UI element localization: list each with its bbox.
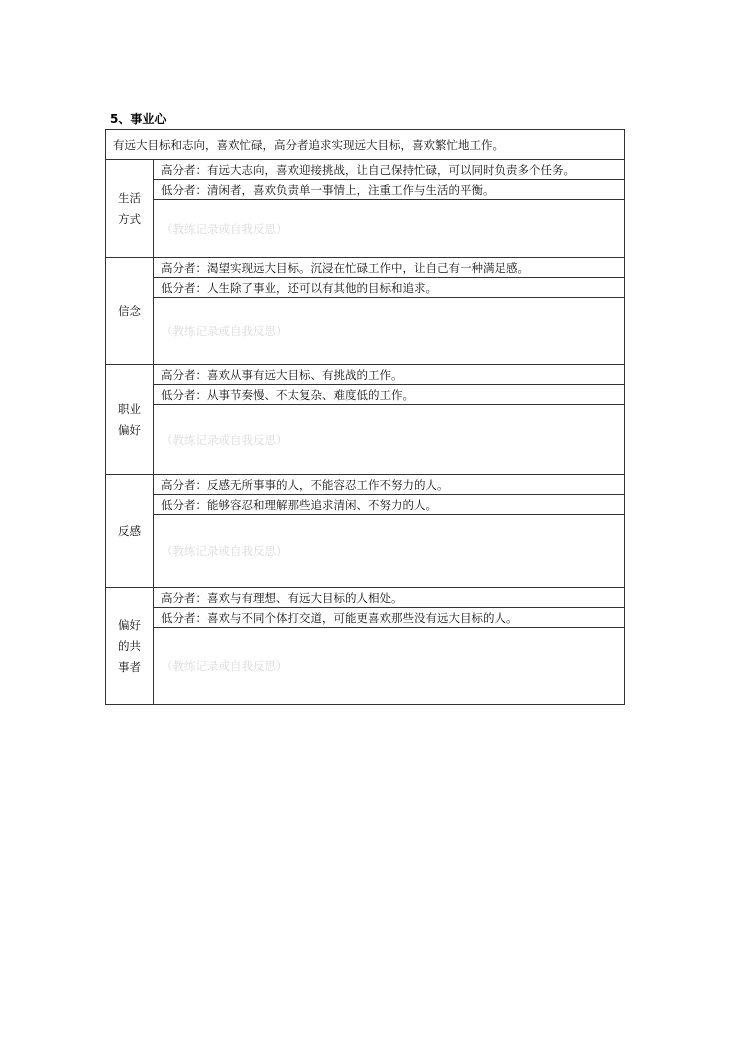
- category-cell: [106, 258, 154, 365]
- high-scorer-text: 高分者：反感无所事事的人，不能容忍工作不努力的人。: [154, 475, 625, 495]
- low-scorer-text: 低分者：从事节奏慢、不太复杂、难度低的工作。: [154, 385, 625, 405]
- category-cell: [106, 365, 154, 475]
- table-row: [106, 495, 625, 515]
- table-row: [106, 385, 625, 405]
- category-label: 生活: [118, 190, 141, 205]
- low-scorer-text: 低分者：能够容忍和理解那些追求清闲、不努力的人。: [154, 495, 625, 515]
- category-label: 信念: [118, 303, 141, 318]
- table-row: [106, 405, 625, 475]
- summary-row: [106, 130, 625, 160]
- notes-field[interactable]: （教练记录或自我反思）: [154, 200, 625, 258]
- high-scorer-text: 高分者：喜欢与有理想、有远大目标的人相处。: [154, 588, 625, 608]
- category-label: 反感: [118, 523, 141, 538]
- category-label: 偏好: [118, 422, 141, 437]
- table-row: [106, 515, 625, 588]
- notes-field[interactable]: （教练记录或自我反思）: [154, 515, 625, 588]
- table-row: [106, 628, 625, 705]
- summary-text: 有远大目标和志向，喜欢忙碌，高分者追求实现远大目标，喜欢繁忙地工作。: [106, 130, 625, 160]
- category-cell: [106, 588, 154, 705]
- table-row: [106, 258, 625, 278]
- career-motivation-table: [105, 129, 625, 705]
- low-scorer-text: 低分者：人生除了事业，还可以有其他的目标和追求。: [154, 278, 625, 298]
- notes-field[interactable]: （教练记录或自我反思）: [154, 298, 625, 365]
- category-label: 偏好: [118, 617, 141, 632]
- low-scorer-text: 低分者：喜欢与不同个体打交道，可能更喜欢那些没有远大目标的人。: [154, 608, 625, 628]
- category-cell: [106, 160, 154, 258]
- category-cell: [106, 475, 154, 588]
- category-label: 方式: [118, 211, 141, 226]
- low-scorer-text: 低分者：清闲者，喜欢负责单一事情上，注重工作与生活的平衡。: [154, 180, 625, 200]
- table-row: [106, 278, 625, 298]
- section-title: 5、事业心: [110, 112, 167, 126]
- table-row: [106, 298, 625, 365]
- table-row: [106, 588, 625, 608]
- category-label: 事者: [118, 659, 141, 674]
- table-row: [106, 160, 625, 180]
- high-scorer-text: 高分者：渴望实现远大目标。沉浸在忙碌工作中，让自己有一种满足感。: [154, 258, 625, 278]
- category-label: 的共: [118, 638, 141, 653]
- table-row: [106, 608, 625, 628]
- category-label: 职业: [118, 401, 141, 416]
- high-scorer-text: 高分者：有远大志向，喜欢迎接挑战，让自己保持忙碌，可以同时负责多个任务。: [154, 160, 625, 180]
- notes-field[interactable]: （教练记录或自我反思）: [154, 628, 625, 705]
- table-row: [106, 200, 625, 258]
- table-row: [106, 475, 625, 495]
- table-row: [106, 180, 625, 200]
- table-row: [106, 365, 625, 385]
- notes-field[interactable]: （教练记录或自我反思）: [154, 405, 625, 475]
- high-scorer-text: 高分者：喜欢从事有远大目标、有挑战的工作。: [154, 365, 625, 385]
